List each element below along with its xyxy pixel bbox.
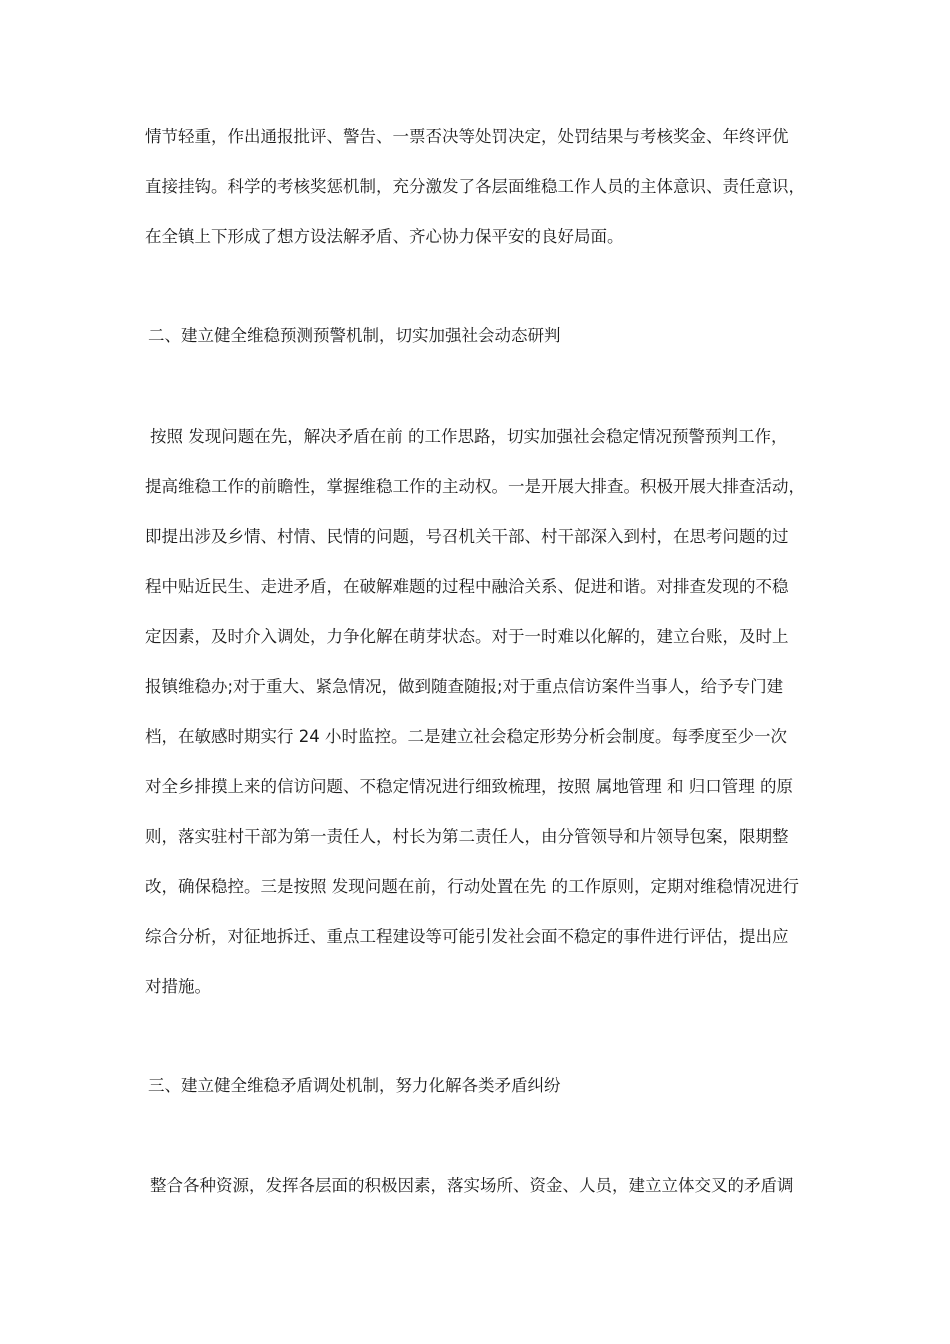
paragraph-2-line: 档，在敏感时期实行 24 小时监控。二是建立社会稳定形势分析会制度。每季度至少一次	[145, 727, 787, 746]
paragraph-2-line: 程中贴近民生、走进矛盾，在破解难题的过程中融洽关系、促进和谐。对排查发现的不稳	[145, 577, 789, 596]
paragraph-2-line: 则，落实驻村干部为第一责任人，村长为第二责任人，由分管领导和片领导包案，限期整	[145, 827, 789, 846]
paragraph-3-line: 整合各种资源，发挥各层面的积极因素，落实场所、资金、人员，建立立体交叉的矛盾调	[150, 1176, 794, 1195]
paragraph-2-line: 按照 发现问题在先，解决矛盾在前 的工作思路，切实加强社会稳定情况预警预判工作，	[150, 427, 788, 446]
section-heading-3: 三、建立健全维稳矛盾调处机制，努力化解各类矛盾纠纷	[148, 1076, 561, 1095]
paragraph-2-line: 提高维稳工作的前瞻性，掌握维稳工作的主动权。一是开展大排查。积极开展大排查活动，	[145, 477, 805, 496]
paragraph-2-line: 报镇维稳办;对于重大、紧急情况，做到随查随报;对于重点信访案件当事人，给予专门建	[145, 677, 784, 696]
paragraph-2-line: 定因素，及时介入调处，力争化解在萌芽状态。对于一时难以化解的，建立台账，及时上	[145, 627, 789, 646]
paragraph-1-line: 在全镇上下形成了想方设法解矛盾、齐心协力保平安的良好局面。	[145, 227, 624, 246]
paragraph-2-line: 对全乡排摸上来的信访问题、不稳定情况进行细致梳理，按照 属地管理 和 归口管理 的原	[145, 777, 793, 796]
paragraph-1-line: 情节轻重，作出通报批评、警告、一票否决等处罚决定，处罚结果与考核奖金、年终评优	[145, 127, 789, 146]
paragraph-2-line: 综合分析，对征地拆迁、重点工程建设等可能引发社会面不稳定的事件进行评估，提出应	[145, 927, 789, 946]
paragraph-2-line: 对措施。	[145, 977, 211, 996]
section-heading-2: 二、建立健全维稳预测预警机制，切实加强社会动态研判	[148, 326, 561, 345]
paragraph-2-line: 改，确保稳控。三是按照 发现问题在前，行动处置在先 的工作原则，定期对维稳情况进行	[145, 877, 799, 896]
paragraph-1-line: 直接挂钩。科学的考核奖惩机制，充分激发了各层面维稳工作人员的主体意识、责任意识，	[145, 177, 805, 196]
paragraph-2-line: 即提出涉及乡情、村情、民情的问题，号召机关干部、村干部深入到村，在思考问题的过	[145, 527, 789, 546]
